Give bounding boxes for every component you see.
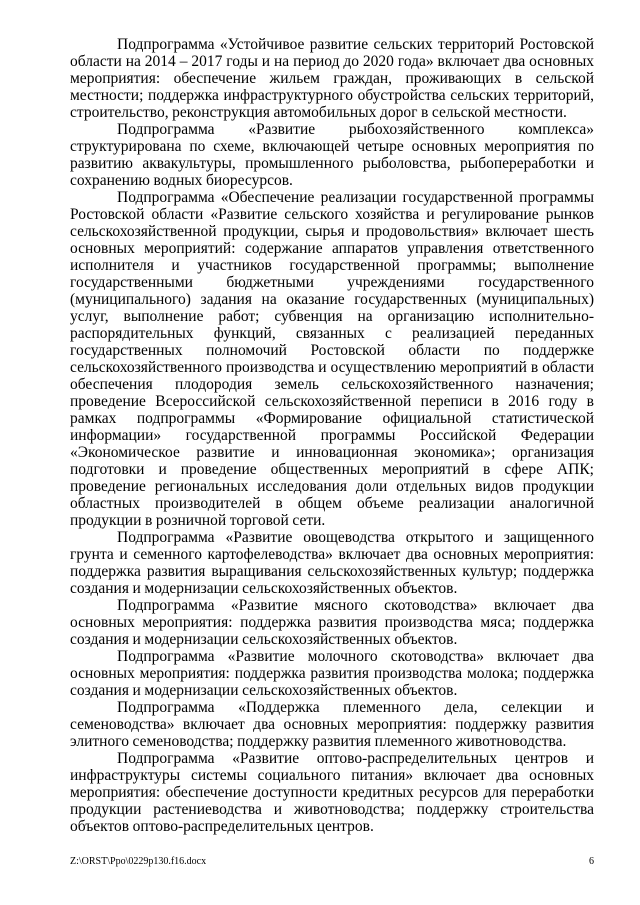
paragraph-rural-development: Подпрограмма «Устойчивое развитие сельских территорий Ростовской области на 2014 – 2017 годы и на период до 2020 года» включает два основных мероприятия: обеспечение жильем граждан, проживающих в сельской местности; поддержка инфраструктурного обустройства сельских территорий, строительство, реконструкция автомобильных дорог в сельской местности. xyxy=(70,36,594,121)
paragraph-dairy-cattle: Подпрограмма «Развитие молочного скотоводства» включает два основных мероприятия: поддержка развития производства молока; поддержка создания и модернизации сельскохозяйственных объектов. xyxy=(70,648,594,699)
footer-file-path: Z:\ORST\Ppo\0229p130.f16.docx xyxy=(70,856,207,867)
paragraph-fishery: Подпрограмма «Развитие рыбохозяйственного комплекса» структурирована по схеме, включающей четыре основных мероприятия по развитию аквакультуры, промышленного рыболовства, рыбопереработки и сохранению водных биоресурсов. xyxy=(70,121,594,189)
page-number: 6 xyxy=(589,856,594,867)
page-footer xyxy=(70,856,594,868)
paragraph-vegetable-growing: Подпрограмма «Развитие овощеводства открытого и защищенного грунта и семенного картофелеводства» включает два основных мероприятия: поддержка развития выращивания сельскохозяйственных культур; поддержка создания и модернизации сельскохозяйственных объектов. xyxy=(70,529,594,597)
document-body xyxy=(70,36,594,835)
paragraph-meat-cattle: Подпрограмма «Развитие мясного скотоводства» включает два основных мероприятия: поддержка развития производства мяса; поддержка создания и модернизации сельскохозяйственных объектов. xyxy=(70,597,594,648)
paragraph-program-implementation: Подпрограмма «Обеспечение реализации государственной программы Ростовской области «Развитие сельского хозяйства и регулирование рынков сельскохозяйственной продукции, сырья и продовольствия» включает шесть основных мероприятий: содержание аппаратов управления ответственного исполнителя и участников государственной программы; выполнение государственными бюджетными учреждениями государственного (муниципального) задания на оказание государственных (муниципальных) услуг, выполнение работ; субвенция на организацию исполнительно-распорядительных функций, связанных с реализацией переданных государственных полномочий Ростовской области по поддержке сельскохозяйственного производства и осуществлению мероприятий в области обеспечения плодородия земель сельскохозяйственного назначения; проведение Всероссийской сельскохозяйственной переписи в 2016 году в рамках подпрограммы «Формирование официальной статистической информации» государственной программы Российской Федерации «Экономическое развитие и инновационная экономика»; организация подготовки и проведение общественных мероприятий в сфере АПК; проведение региональных исследования доли отдельных видов продукции областных производителей в общем объеме реализации аналогичной продукции в розничной торговой сети. xyxy=(70,189,594,529)
paragraph-breeding-seeds: Подпрограмма «Поддержка племенного дела, селекции и семеноводства» включает два основных мероприятия: поддержку развития элитного семеноводства; поддержку развития племенного животноводства. xyxy=(70,699,594,750)
paragraph-wholesale-centers: Подпрограмма «Развитие оптово-распределительных центров и инфраструктуры системы социального питания» включает два основных мероприятия: обеспечение доступности кредитных ресурсов для переработки продукции растениеводства и животноводства; поддержку строительства объектов оптово-распределительных центров. xyxy=(70,750,594,835)
